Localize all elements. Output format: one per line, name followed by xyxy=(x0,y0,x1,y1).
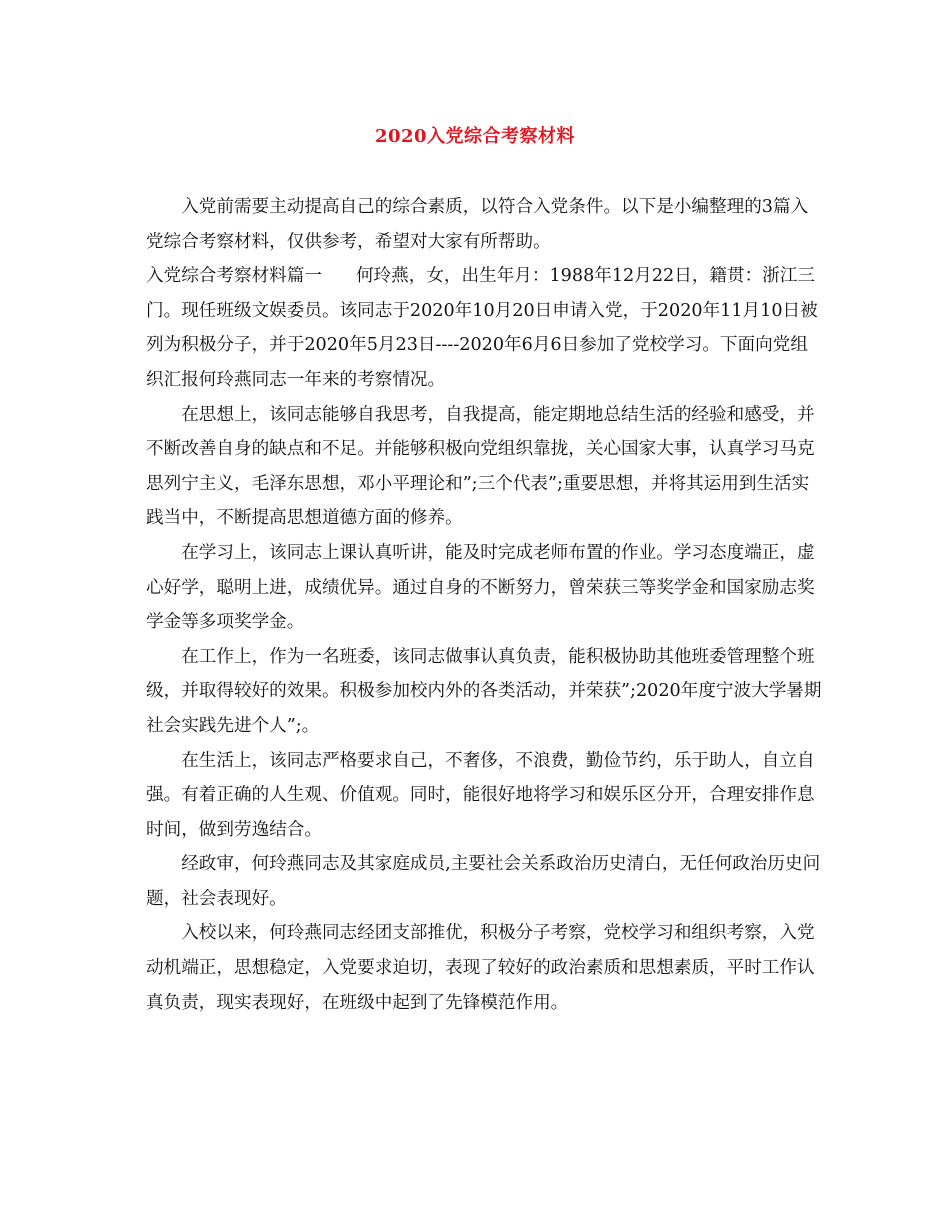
body-paragraph-work: 在工作上，作为一名班委，该同志做事认真负责，能积极协助其他班委管理整个班级，并取得较好的效果。积极参加校内外的各类活动，并荣获”;2020年度宁波大学暑期社会实践先进个人”;。 xyxy=(146,646,822,736)
body-paragraph-life: 在生活上，该同志严格要求自己，不奢侈，不浪费，勤俭节约，乐于助人，自立自强。有着正确的人生观、价值观。同时，能很好地将学习和娱乐区分开，合理安排作息时间，做到劳逸结合。 xyxy=(146,750,815,840)
body-paragraph-study: 在学习上，该同志上课认真听讲，能及时完成老师布置的作业。学习态度端正，虚心好学，聪明上进，成绩优异。通过自身的不断努力，曾荣获三等奖学金和国家励志奖学金等多项奖学金。 xyxy=(146,542,815,633)
body-paragraph-political-review: 经政审，何玲燕同志及其家庭成员,主要社会关系政治历史清白，无任何政治历史问题，社会表现好。 xyxy=(146,854,821,909)
document-body xyxy=(146,190,822,1020)
intro-paragraph: 入党前需要主动提高自己的综合素质，以符合入党条件。以下是小编整理的3篇入党综合考察材料，仅供参考，希望对大家有所帮助。 xyxy=(146,197,809,252)
body-paragraph-summary: 入校以来，何玲燕同志经团支部推优，积极分子考察，党校学习和组织考察，入党动机端正，思想稳定，入党要求迫切，表现了较好的政治素质和思想素质，平时工作认真负责，现实表现好，在班级中起到了先锋模范作用。 xyxy=(146,923,815,1013)
body-paragraph-thought: 在思想上，该同志能够自我思考，自我提高，能定期地总结生活的经验和感受，并不断改善自身的缺点和不足。并能够积极向党组织靠拢，关心国家大事，认真学习马克思列宁主义，毛泽东思想，邓小平理论和”;三个代表”;重要思想，并将其运用到生活实践当中，不断提高思想道德方面的修养。 xyxy=(146,404,815,529)
section-opening-text: 何玲燕，女，出生年月：1988年12月22日，籍贯：浙江三门。现任班级文娱委员。该同志于2020年10月20日申请入党，于2020年11月10日被列为积极分子，并于2020年5月23日----2020年6月6日参加了党校学习。下面向党组织汇报何玲燕同志一年来的考察情况。 xyxy=(146,266,818,390)
document-title: 2020入党综合考察材料 xyxy=(374,126,576,147)
section-heading: 入党综合考察材料篇一 xyxy=(146,266,322,287)
section-opening-paragraph xyxy=(146,259,822,397)
